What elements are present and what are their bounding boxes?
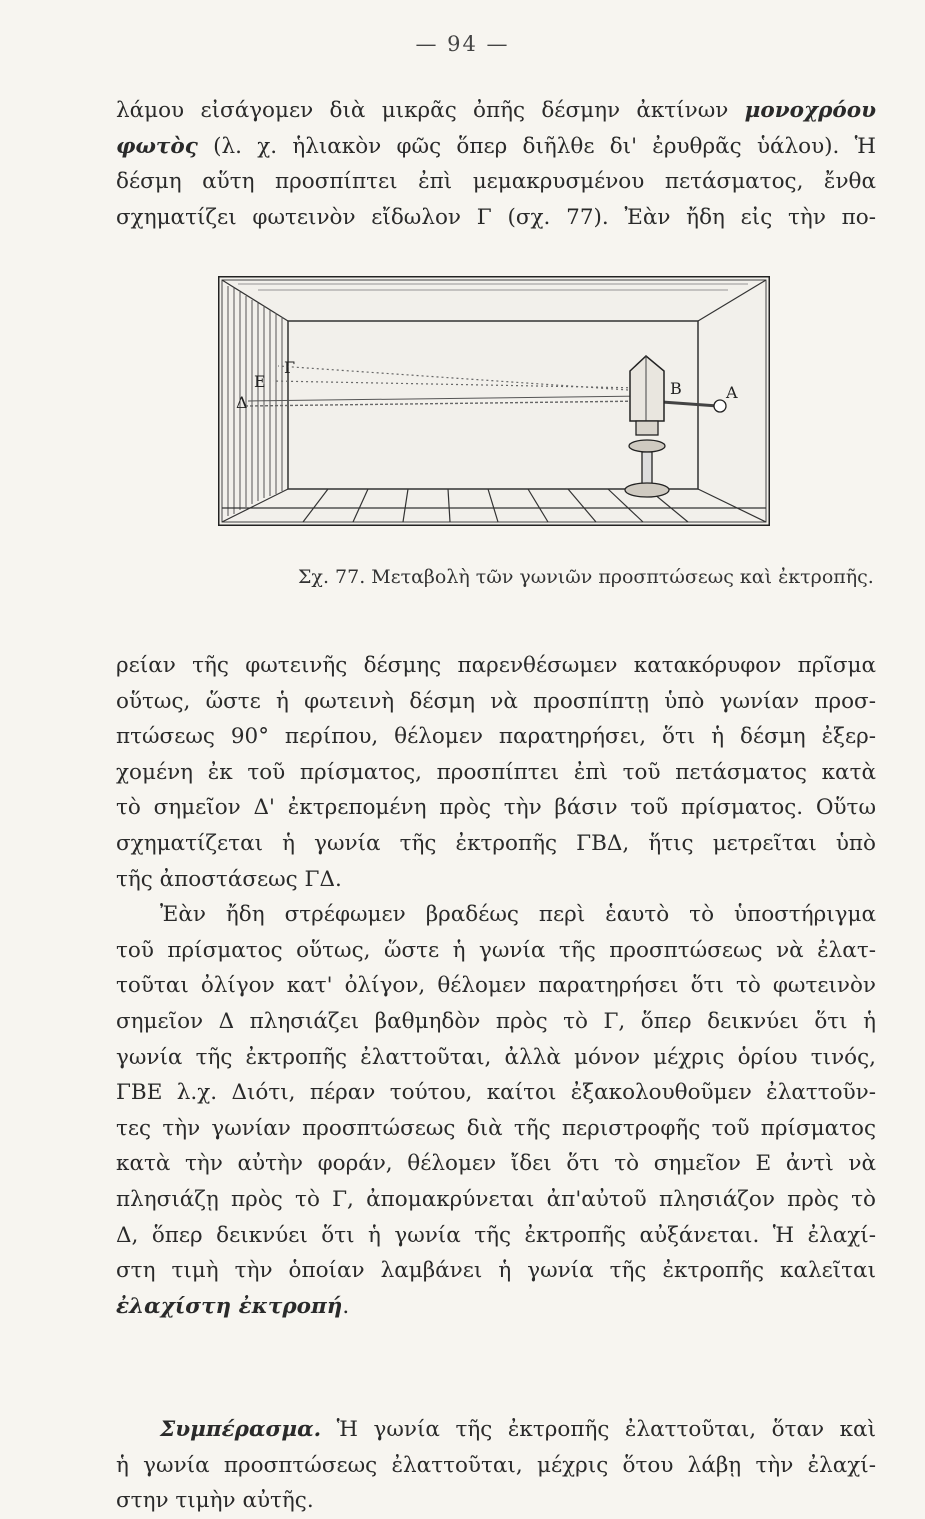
text-line [116, 129, 876, 165]
text-line: Δ, ὅπερ δεικνύει ὅτι ἡ γωνία τῆς ἐκτροπῆς αὐξάνεται. Ἡ ἐλαχί- [116, 1222, 876, 1248]
text-line: στην τιμὴν αὐτῆς. [116, 1488, 314, 1514]
paragraph-2 [116, 648, 876, 1324]
prism-figure [218, 276, 770, 526]
text-line: πλησιάζῃ πρὸς τὸ Γ, ἀπομακρύνεται ἀπ'αὐτοῦ πλησιάζον πρὸς τὸ [116, 1186, 876, 1212]
text-line-part: (λ. χ. ἡλιακὸν φῶς ὅπερ διῆλθε δι' ἐρυθρᾶς ὑάλου). Ἡ [197, 133, 876, 159]
text-line: τες τὴν γωνίαν προσπτώσεως διὰ τῆς περιστροφῆς τοῦ πρίσματος [116, 1115, 876, 1141]
text-line: δέσμη αὕτη προσπίπτει ἐπὶ μεμακρυσμένου πετάσματος, ἔνθα [116, 169, 876, 195]
text-line-part: λάμου εἰσάγομεν διὰ μικρᾶς ὀπῆς δέσμην ἀκτίνων [116, 98, 745, 123]
text-line: τοῦ πρίσματος οὕτως, ὥστε ἡ γωνία τῆς προσπτώσεως νὰ ἐλατ- [116, 937, 876, 963]
label-beta: Β [670, 379, 682, 398]
text-line: τοῦται ὀλίγον κατ' ὀλίγον, θέλομεν παρατηρήσει ὅτι τὸ φωτεινὸν [116, 973, 876, 999]
text-line: τῆς ἀποστάσεως ΓΔ. [116, 866, 342, 892]
text-line [116, 93, 876, 129]
text-line: τὸ σημεῖον Δ' ἐκτρεπομένη πρὸς τὴν βάσιν τοῦ πρίσματος. Οὕτω [116, 795, 876, 821]
emphasized-term: ἐλαχίστη ἐκτροπή [116, 1293, 343, 1319]
text-line: ρείαν τῆς φωτεινῆς δέσμης παρενθέσωμεν κατακόρυφον πρῖσμα [116, 653, 876, 678]
text-line: σχηματίζεται ἡ γωνία τῆς ἐκτροπῆς ΓΒΔ, ἥτις μετρεῖται ὑπὸ [116, 830, 876, 856]
label-gamma: Γ [284, 358, 296, 377]
figure-caption: Σχ. 77. Μεταβολὴ τῶν γωνιῶν προσπτώσεως καὶ ἐκτροπῆς. [298, 566, 874, 588]
text-line: σημεῖον Δ πλησιάζει βαθμηδὸν πρὸς τὸ Γ, ὅπερ δεικνύει ὅτι ἡ [116, 1008, 876, 1034]
text-line: χομένη ἐκ τοῦ πρίσματος, προσπίπτει ἐπὶ τοῦ πετάσματος κατὰ [116, 759, 876, 785]
page-number: — 94 — [415, 32, 510, 56]
label-alpha: Α [726, 383, 738, 402]
text-line: ΓΒΕ λ.χ. Διότι, πέραν τούτου, καίτοι ἐξακολουθοῦμεν ἐλαττοῦν- [116, 1080, 876, 1106]
paragraph-1 [116, 93, 876, 235]
text-line: στη τιμὴ τὴν ὁποίαν λαμβάνει ἡ γωνία τῆς ἐκτροπῆς καλεῖται [116, 1258, 876, 1284]
emphasized-term: μονοχρόου [744, 98, 876, 123]
text-line: σχηματίζει φωτεινὸν εἴδωλον Γ (σχ. 77). Ἐὰν ἤδη εἰς τὴν πο- [116, 204, 876, 230]
text-line [116, 1412, 876, 1448]
label-epsilon: Ε [254, 372, 266, 391]
text-line: οὕτως, ὥστε ἡ φωτεινὴ δέσμη νὰ προσπίπτῃ ὑπὸ γωνίαν προσ- [116, 688, 876, 714]
text-line: Ἐὰν ἤδη στρέφωμεν βραδέως περὶ ἑαυτὸ τὸ ὑποστήριγμα [160, 902, 876, 928]
paragraph-3 [116, 1412, 876, 1519]
text-line [116, 1289, 876, 1325]
prism-illustration [218, 276, 770, 526]
text-line: πτώσεως 90° περίπου, θέλομεν παρατηρήσει, ὅτι ἡ δέσμη ἐξερ- [116, 724, 876, 750]
term-suffix: . [342, 1293, 350, 1319]
emphasized-term: φωτὸς [116, 133, 198, 159]
label-delta: Δ [236, 393, 248, 412]
text-line: κατὰ τὴν αὐτὴν φοράν, θέλομεν ἴδει ὅτι τὸ σημεῖον Ε ἀντὶ νὰ [116, 1151, 876, 1177]
text-line: γωνία τῆς ἐκτροπῆς ἐλαττοῦται, ἀλλὰ μόνον μέχρις ὁρίου τινός, [116, 1044, 876, 1070]
text-line-part: Ἡ γωνία τῆς ἐκτροπῆς ἐλαττοῦται, ὅταν καὶ [321, 1417, 876, 1442]
text-line: ἡ γωνία προσπτώσεως ἐλαττοῦται, μέχρις ὅτου λάβῃ τὴν ἐλαχί- [116, 1452, 876, 1478]
conclusion-heading: Συμπέρασμα. [160, 1417, 322, 1442]
